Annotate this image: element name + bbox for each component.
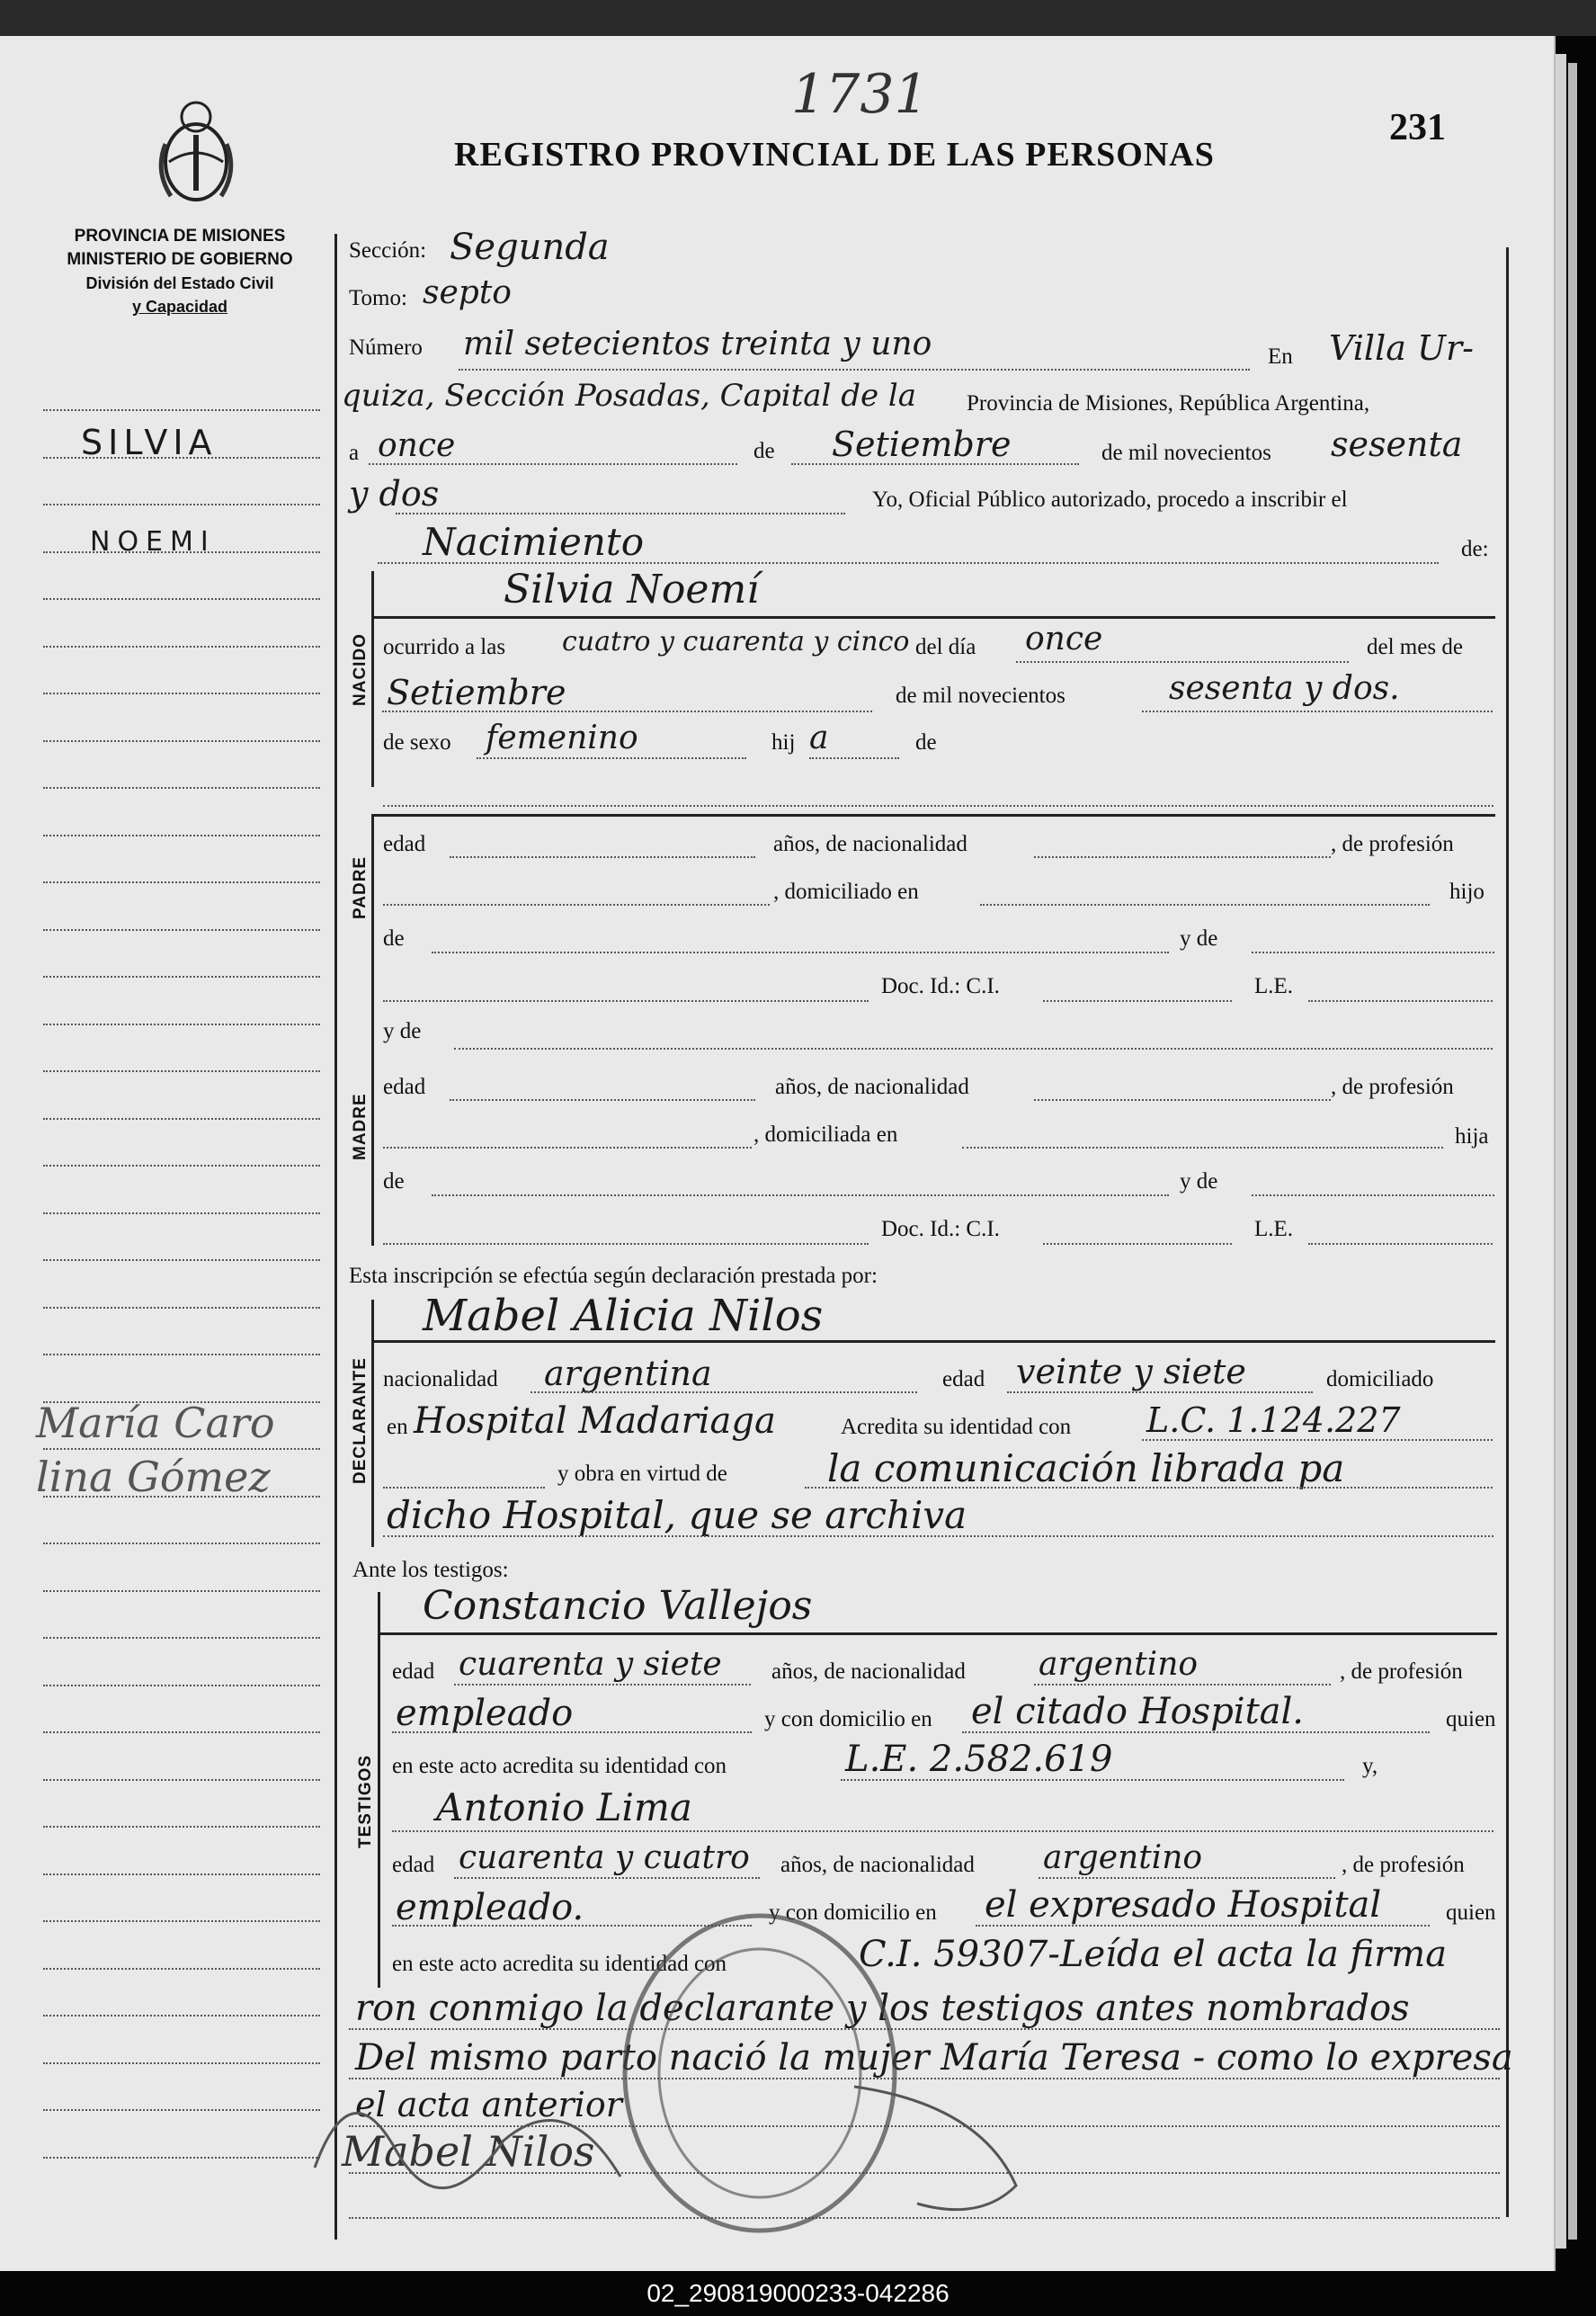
testigos-section-label: TESTIGOS <box>356 1754 375 1848</box>
page-edge <box>1556 54 1566 2249</box>
issuer-capacity: y Capacidad <box>131 298 228 316</box>
mes-value: Setiembre <box>832 425 1012 464</box>
declarante-edad-value: veinte y siete <box>1016 1352 1246 1391</box>
padre-anios-label: años, de nacionalidad <box>773 832 967 856</box>
padre-doc-label: Doc. Id.: C.I. <box>881 974 1000 998</box>
acto-value: Nacimiento <box>423 520 645 564</box>
scan-reference-code: 02_290819000233-042286 <box>0 2271 1596 2316</box>
madre-profesion-label: , de profesión <box>1331 1075 1454 1099</box>
testigos-intro: Ante los testigos: <box>352 1558 509 1582</box>
margin-rule <box>43 693 320 694</box>
declarante-bracket <box>371 1300 374 1547</box>
madre-le-label: L.E. <box>1254 1217 1294 1241</box>
scan-top-border <box>0 0 1596 36</box>
padre-profesion-label: , de profesión <box>1331 832 1454 856</box>
declarante-intro: Esta inscripción se efectúa según declaración prestada por: <box>349 1264 878 1288</box>
del-mes-label: del mes de <box>1367 635 1463 659</box>
margin-signature-line-2: lina Gómez <box>36 1453 271 1501</box>
tomo-label: Tomo: <box>349 286 407 310</box>
padre-section-label: PADRE <box>351 855 370 919</box>
margin-rule <box>43 1731 320 1733</box>
right-frame-line <box>1506 247 1509 2217</box>
en-value-2: quiza, Sección Posadas, Capital de la <box>342 378 917 414</box>
nacido-section-label: NACIDO <box>351 633 370 706</box>
margin-rule <box>43 1543 320 1544</box>
madre-section-label: MADRE <box>351 1093 370 1160</box>
en-value-1: Villa Ur- <box>1329 328 1474 368</box>
issuer-division: División del Estado Civil <box>85 274 274 292</box>
testigo1-quien-label: quien <box>1446 1707 1496 1731</box>
margin-rule <box>43 1826 320 1828</box>
document-title: REGISTRO PROVINCIAL DE LAS PERSONAS <box>454 136 1215 174</box>
margin-name-2: NOEMI <box>90 526 216 558</box>
margin-rule <box>43 1165 320 1167</box>
sexo-label: de sexo <box>383 730 451 755</box>
testigo2-profesion-label: , de profesión <box>1342 1853 1465 1877</box>
nacionalidad-label: nacionalidad <box>383 1367 498 1391</box>
dia-value: once <box>378 427 456 464</box>
margin-rule <box>43 881 320 883</box>
testigos-bracket <box>378 1592 380 1988</box>
anio-value-1: sesenta <box>1331 425 1463 464</box>
nacido-anio-label: de mil novecientos <box>896 684 1065 708</box>
testigo2-edad-label: edad <box>392 1853 435 1877</box>
padre-hijo-label: hijo <box>1449 880 1485 904</box>
margin-rule <box>43 1070 320 1072</box>
margin-rule <box>43 2062 320 2064</box>
testigo1-doc-value: L.E. 2.582.619 <box>845 1739 1113 1780</box>
nacido-dia-value: once <box>1025 621 1103 657</box>
stamped-page-number: 231 <box>1389 107 1446 148</box>
madre-anios-label: años, de nacionalidad <box>775 1075 969 1099</box>
declarante-edad-label: edad <box>942 1367 985 1391</box>
madre-hija-label: hija <box>1455 1124 1489 1149</box>
issuer-ministry: MINISTERIO DE GOBIERNO <box>67 250 293 269</box>
declarante-name: Mabel Alicia Nilos <box>423 1291 824 1341</box>
seccion-label: Sección: <box>349 238 427 263</box>
padre-de-label: de <box>383 926 405 951</box>
margin-rule <box>43 2015 320 2016</box>
madre-y-de2-label: y de <box>1180 1169 1218 1194</box>
testigo2-domicilio-label: y con domicilio en <box>769 1900 937 1925</box>
hij-value: a <box>809 720 829 756</box>
del-dia-label: del día <box>915 635 976 659</box>
testigo2-profesion-value: empleado. <box>396 1887 584 1928</box>
madre-y-de-label: y de <box>383 1019 422 1043</box>
testigo2-edad-value: cuarenta y cuatro <box>459 1839 750 1876</box>
obra-value-2: dicho Hospital, que se archiva <box>387 1493 967 1537</box>
declarante-domiciliado-label: domiciliado <box>1326 1367 1434 1391</box>
anio-value-2: y dos <box>349 474 440 514</box>
margin-rule <box>43 409 320 411</box>
domiciliado-label: , domiciliado en <box>773 880 919 904</box>
declarante-en-label: en <box>387 1415 408 1439</box>
issuer-block <box>36 225 324 318</box>
oficial-text: Yo, Oficial Público autorizado, procedo a inscribir el <box>872 487 1348 512</box>
margin-rule <box>43 646 320 648</box>
obra-label: y obra en virtud de <box>557 1462 727 1486</box>
domiciliada-label: , domiciliada en <box>753 1122 898 1147</box>
margin-rule <box>43 1118 320 1120</box>
en-label: En <box>1268 344 1293 369</box>
margin-rule <box>43 1779 320 1781</box>
testigo2-doc-value: C.I. 59307-Leída el acta la firma <box>859 1934 1448 1975</box>
hora-value: cuatro y cuarenta y cinco <box>562 626 910 657</box>
testigo1-name: Constancio Vallejos <box>423 1583 813 1629</box>
nacido-mes-value: Setiembre <box>387 673 566 712</box>
margin-rule <box>43 1590 320 1592</box>
numero-value: mil setecientos treinta y uno <box>463 326 932 362</box>
madre-doc-label: Doc. Id.: C.I. <box>881 1217 1000 1241</box>
testigo1-domicilio-value: el citado Hospital. <box>971 1691 1305 1732</box>
page-edge-2 <box>1568 63 1577 2240</box>
a-label: a <box>349 441 360 465</box>
nacido-anio-value: sesenta y dos. <box>1169 670 1400 707</box>
margin-rule <box>43 2157 320 2159</box>
sexo-value: femenino <box>486 720 638 756</box>
handwritten-folio-number: 1731 <box>791 63 929 126</box>
margin-rule <box>43 1448 320 1450</box>
margin-rule <box>43 1354 320 1355</box>
testigo1-profesion-value: empleado <box>396 1693 574 1734</box>
testigo2-anios-label: años, de nacionalidad <box>780 1853 975 1877</box>
margin-rule <box>43 504 320 505</box>
testigo1-domicilio-label: y con domicilio en <box>764 1707 932 1731</box>
nacionalidad-value: argentina <box>544 1354 712 1393</box>
testigo1-edad-value: cuarenta y siete <box>459 1646 722 1683</box>
testigo2-acredita-label: en este acto acredita su identidad con <box>392 1952 727 1976</box>
margin-rule <box>43 1024 320 1025</box>
margin-rule <box>43 1920 320 1922</box>
margin-rule <box>43 1259 320 1261</box>
margin-rule <box>43 929 320 931</box>
testigo1-y-label: y, <box>1362 1754 1378 1778</box>
provincia-text: Provincia de Misiones, República Argentina, <box>967 391 1370 416</box>
numero-label: Número <box>349 335 423 360</box>
declarante-doc-value: L.C. 1.124.227 <box>1146 1400 1401 1440</box>
padre-y-de-label: y de <box>1180 926 1218 951</box>
margin-rule <box>43 1307 320 1309</box>
margin-rule <box>43 1968 320 1970</box>
declarante-signature: Mabel Nilos <box>342 2127 595 2176</box>
testigo1-nacionalidad-value: argentino <box>1039 1646 1199 1683</box>
margin-rule <box>43 976 320 978</box>
coat-of-arms-icon <box>151 90 241 216</box>
closing-note-line-1: ron conmigo la declarante y los testigos antes nombrados <box>355 1988 1410 2029</box>
testigo1-anios-label: años, de nacionalidad <box>771 1659 966 1684</box>
testigo1-profesion-label: , de profesión <box>1340 1659 1463 1684</box>
margin-rule <box>43 598 320 600</box>
left-frame-line <box>334 234 337 2240</box>
testigo1-edad-label: edad <box>392 1659 435 1684</box>
madre-bracket <box>371 1016 374 1246</box>
nacido-name: Silvia Noemí <box>504 567 760 613</box>
nacido-bracket <box>371 571 374 787</box>
margin-rule <box>43 740 320 742</box>
seccion-value: Segunda <box>450 227 610 268</box>
acredita-label: Acredita su identidad con <box>841 1415 1072 1439</box>
padre-bracket <box>371 814 374 1025</box>
anio-label: de mil novecientos <box>1101 441 1271 465</box>
declarante-en-value: Hospital Madariaga <box>414 1400 776 1442</box>
margin-rule <box>43 1212 320 1214</box>
padre-le-label: L.E. <box>1254 974 1294 998</box>
de-label: de <box>753 439 775 463</box>
testigo2-domicilio-value: el expresado Hospital <box>985 1884 1382 1926</box>
nacido-de-label: de <box>915 730 937 755</box>
madre-de-label: de <box>383 1169 405 1194</box>
closing-note-line-3: el acta anterior <box>355 2085 622 2124</box>
margin-name-1: SILVIA <box>81 423 218 462</box>
margin-rule <box>43 2109 320 2111</box>
testigo2-nacionalidad-value: argentino <box>1043 1839 1203 1876</box>
margin-rule <box>43 787 320 789</box>
testigo2-name: Antonio Lima <box>436 1785 692 1829</box>
margin-rule <box>43 1685 320 1686</box>
tomo-value: septo <box>423 274 512 311</box>
padre-edad-label: edad <box>383 832 426 856</box>
testigo2-quien-label: quien <box>1446 1900 1496 1925</box>
issuer-province: PROVINCIA DE MISIONES <box>74 227 286 246</box>
madre-edad-label: edad <box>383 1075 426 1099</box>
ocurrido-label: ocurrido a las <box>383 635 506 659</box>
margin-rule <box>43 1637 320 1639</box>
margin-rule <box>43 835 320 836</box>
hij-label: hij <box>771 730 796 755</box>
margin-rule <box>43 1873 320 1875</box>
margin-signature-line-1: María Caro <box>36 1399 275 1447</box>
testigo1-acredita-label: en este acto acredita su identidad con <box>392 1754 727 1778</box>
obra-value-1: la comunicación librada pa <box>827 1446 1345 1490</box>
closing-note-line-2: Del mismo parto nació la mujer María Teresa - como lo expresa <box>355 2037 1513 2079</box>
declarante-section-label: DECLARANTE <box>351 1357 370 1484</box>
de-colon-label: de: <box>1461 537 1489 561</box>
scribble-signature-icon <box>297 2033 1106 2231</box>
